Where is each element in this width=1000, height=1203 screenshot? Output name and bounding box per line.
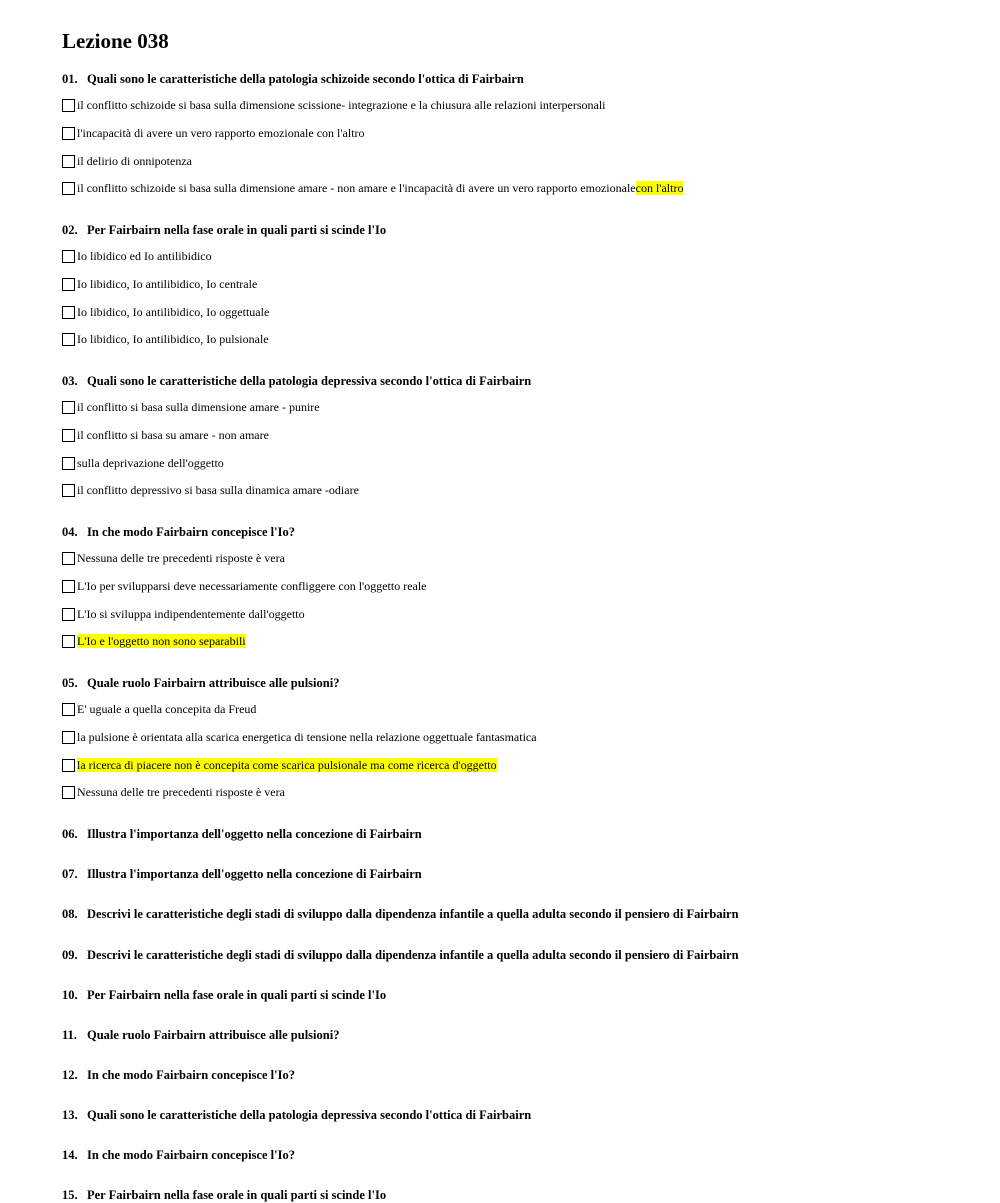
- question: [62, 948, 739, 963]
- answer-checkbox[interactable]: [62, 703, 75, 716]
- question-text: Descrivi le caratteristiche degli stadi di sviluppo dalla dipendenza infantile a quella adulta secondo il pensiero di Fairbairn: [87, 948, 739, 962]
- question-text: Illustra l'importanza dell'oggetto nella concezione di Fairbairn: [87, 867, 422, 881]
- question-number: 06.: [62, 827, 78, 841]
- answer-checkbox[interactable]: [62, 250, 75, 263]
- question-number: 09.: [62, 948, 78, 962]
- answer-text: Nessuna delle tre precedenti risposte è vera: [77, 785, 285, 800]
- answer-option: [62, 180, 683, 196]
- answer-option: [62, 304, 269, 320]
- answer-checkbox[interactable]: [62, 457, 75, 470]
- question-text: Quale ruolo Fairbairn attribuisce alle pulsioni?: [87, 1028, 340, 1042]
- question: [62, 676, 339, 691]
- question-number: 10.: [62, 988, 78, 1002]
- answer-option: [62, 729, 537, 745]
- answer-text: Io libidico, Io antilibidico, Io oggettuale: [77, 304, 270, 319]
- answer-checkbox[interactable]: [62, 278, 75, 291]
- answer-text: il conflitto schizoide si basa sulla dimensione scissione- integrazione e la chiusura alle relazioni interpersonali: [77, 98, 606, 112]
- answer-option: [62, 606, 305, 622]
- question-number: 14.: [62, 1148, 78, 1162]
- question-number: 07.: [62, 867, 78, 881]
- answer-option: [62, 701, 256, 717]
- question: [62, 988, 386, 1003]
- answer-checkbox[interactable]: [62, 731, 75, 744]
- question: [62, 223, 386, 238]
- answer-text: la pulsione è orientata alla scarica energetica di tensione nella relazione oggettuale fantasmatica: [77, 729, 537, 744]
- question-text: Per Fairbairn nella fase orale in quali parti si scinde l'Io: [87, 1188, 387, 1202]
- answer-text: Io libidico ed Io antilibidico: [77, 249, 212, 263]
- question: [62, 525, 295, 540]
- answer-checkbox[interactable]: [62, 608, 75, 621]
- question-number: 15.: [62, 1188, 78, 1202]
- question-text: Descrivi le caratteristiche degli stadi di sviluppo dalla dipendenza infantile a quella adulta secondo il pensiero di Fairbairn: [87, 907, 739, 921]
- answer-text: Nessuna delle tre precedenti risposte è vera: [77, 551, 285, 565]
- answer-checkbox[interactable]: [62, 484, 75, 497]
- question: [62, 827, 422, 842]
- question: [62, 1028, 339, 1043]
- answer-checkbox[interactable]: [62, 401, 75, 414]
- answer-checkbox[interactable]: [62, 429, 75, 442]
- answer-option: [62, 550, 285, 566]
- answer-text: Io libidico, Io antilibidico, Io centrale: [77, 276, 258, 291]
- answer-checkbox[interactable]: [62, 333, 75, 346]
- question-number: 08.: [62, 907, 78, 921]
- highlighted-answer-text: con l'altro: [635, 181, 684, 196]
- answer-checkbox[interactable]: [62, 786, 75, 799]
- question: [62, 72, 524, 87]
- answer-option: [62, 578, 427, 594]
- question-text: Illustra l'importanza dell'oggetto nella concezione di Fairbairn: [87, 827, 422, 841]
- answer-option: [62, 248, 212, 264]
- question: [62, 1068, 295, 1083]
- answer-text: il conflitto si basa sulla dimensione amare - punire: [77, 400, 320, 414]
- answer-checkbox[interactable]: [62, 99, 75, 112]
- answer-option: [62, 276, 257, 292]
- answer-option: [62, 427, 269, 443]
- answer-option: [62, 125, 365, 141]
- answer-text: il delirio di onnipotenza: [77, 153, 192, 168]
- question-number: 01.: [62, 72, 78, 86]
- question: [62, 1188, 386, 1203]
- question-number: 04.: [62, 525, 78, 539]
- answer-text: L'Io per svilupparsi deve necessariamente confliggere con l'oggetto reale: [77, 578, 427, 593]
- question-number: 11.: [62, 1028, 77, 1042]
- answer-option: [62, 482, 359, 498]
- question: [62, 1148, 295, 1163]
- question: [62, 907, 739, 922]
- answer-option: [62, 153, 192, 169]
- answer-option: [62, 331, 269, 347]
- question-number: 03.: [62, 374, 78, 388]
- answer-text: L'Io si sviluppa indipendentemente dall'oggetto: [77, 606, 305, 621]
- answer-text: sulla deprivazione dell'oggetto: [77, 455, 224, 470]
- question-text: Per Fairbairn nella fase orale in quali parti si scinde l'Io: [87, 988, 387, 1002]
- answer-text: il conflitto depressivo si basa sulla dinamica amare -odiare: [77, 483, 359, 498]
- question-text: Per Fairbairn nella fase orale in quali parti si scinde l'Io: [87, 223, 387, 237]
- answer-checkbox[interactable]: [62, 127, 75, 140]
- answer-option: [62, 633, 246, 649]
- question: [62, 867, 422, 882]
- question: [62, 1108, 531, 1123]
- answer-checkbox[interactable]: [62, 552, 75, 565]
- question-number: 13.: [62, 1108, 78, 1122]
- question: [62, 374, 531, 389]
- question-text: In che modo Fairbairn concepisce l'Io?: [87, 525, 295, 539]
- answer-checkbox[interactable]: [62, 182, 75, 195]
- answer-option: [62, 784, 285, 800]
- highlighted-answer-text: L'Io e l'oggetto non sono separabili: [77, 634, 246, 649]
- question-text: In che modo Fairbairn concepisce l'Io?: [87, 1068, 295, 1082]
- answer-checkbox[interactable]: [62, 580, 75, 593]
- answer-option: [62, 757, 497, 773]
- question-text: Quale ruolo Fairbairn attribuisce alle pulsioni?: [87, 676, 340, 690]
- answer-text: l'incapacità di avere un vero rapporto emozionale con l'altro: [77, 125, 365, 140]
- answer-checkbox[interactable]: [62, 635, 75, 648]
- answer-text: Io libidico, Io antilibidico, Io pulsionale: [77, 332, 269, 347]
- answer-checkbox[interactable]: [62, 155, 75, 168]
- question-text: Quali sono le caratteristiche della patologia depressiva secondo l'ottica di Fairbairn: [87, 1108, 532, 1122]
- question-number: 02.: [62, 223, 78, 237]
- highlighted-answer-text: la ricerca di piacere non è concepita come scarica pulsionale ma come ricerca d'oggetto: [77, 757, 497, 772]
- question-text: Quali sono le caratteristiche della patologia schizoide secondo l'ottica di Fairbairn: [87, 72, 524, 86]
- question-text: Quali sono le caratteristiche della patologia depressiva secondo l'ottica di Fairbairn: [87, 374, 532, 388]
- answer-text: il conflitto si basa su amare - non amare: [77, 427, 269, 442]
- answer-option: [62, 97, 606, 113]
- page-title: Lezione 038: [62, 29, 169, 53]
- question-text: In che modo Fairbairn concepisce l'Io?: [87, 1148, 295, 1162]
- answer-option: [62, 399, 320, 415]
- question-number: 12.: [62, 1068, 78, 1082]
- answer-checkbox[interactable]: [62, 306, 75, 319]
- answer-text: il conflitto schizoide si basa sulla dimensione amare - non amare e l'incapacità di avere un vero rapporto emozionale: [77, 181, 636, 196]
- answer-text: E' uguale a quella concepita da Freud: [77, 702, 257, 716]
- question-number: 05.: [62, 676, 78, 690]
- answer-checkbox[interactable]: [62, 759, 75, 772]
- answer-option: [62, 455, 224, 471]
